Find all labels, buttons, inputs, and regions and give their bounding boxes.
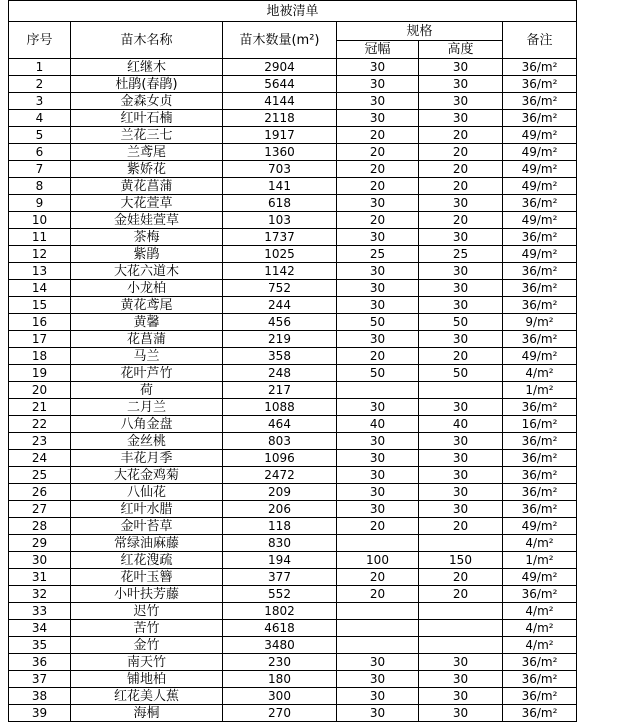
table-row [9,331,577,348]
cell-note: 49/m² [503,144,577,161]
table-row [9,127,577,144]
table-row [9,76,577,93]
cell-qty: 1142 [223,263,337,280]
cell-height: 20 [419,348,503,365]
cell-no: 20 [9,382,71,399]
cell-height: 30 [419,688,503,705]
cell-crown: 30 [337,671,419,688]
cell-name: 茶梅 [71,229,223,246]
cell-height: 20 [419,127,503,144]
cell-crown: 30 [337,59,419,76]
cell-no: 3 [9,93,71,110]
table-row [9,654,577,671]
cell-note: 36/m² [503,501,577,518]
cell-crown [337,382,419,399]
cell-qty: 1917 [223,127,337,144]
cell-no: 9 [9,195,71,212]
cell-height: 30 [419,654,503,671]
cell-note: 49/m² [503,161,577,178]
cell-height [419,382,503,399]
cell-height: 25 [419,246,503,263]
cell-qty: 2118 [223,110,337,127]
header-crown: 冠幅 [337,41,419,59]
header-qty: 苗木数量(m²) [223,22,337,59]
cell-note: 36/m² [503,671,577,688]
table-row [9,229,577,246]
cell-note: 36/m² [503,433,577,450]
cell-crown: 30 [337,433,419,450]
cell-height: 30 [419,433,503,450]
cell-note: 49/m² [503,246,577,263]
cell-height: 20 [419,212,503,229]
cell-no: 13 [9,263,71,280]
cell-qty: 300 [223,688,337,705]
cell-name: 迟竹 [71,603,223,620]
cell-no: 15 [9,297,71,314]
cell-crown: 30 [337,263,419,280]
cell-crown: 30 [337,195,419,212]
table-row [9,484,577,501]
cell-name: 黄花菖蒲 [71,178,223,195]
cell-qty: 1360 [223,144,337,161]
cell-no: 30 [9,552,71,569]
cell-height: 30 [419,59,503,76]
cell-crown: 30 [337,280,419,297]
cell-name: 苦竹 [71,620,223,637]
cell-qty: 5644 [223,76,337,93]
cell-qty: 2904 [223,59,337,76]
table-row [9,671,577,688]
cell-qty: 217 [223,382,337,399]
cell-crown: 30 [337,93,419,110]
cell-note: 36/m² [503,654,577,671]
cell-name: 花叶玉簪 [71,569,223,586]
cell-name: 南天竹 [71,654,223,671]
cell-no: 22 [9,416,71,433]
cell-name: 花叶芦竹 [71,365,223,382]
cell-no: 35 [9,637,71,654]
cell-no: 10 [9,212,71,229]
cell-qty: 248 [223,365,337,382]
table-row [9,620,577,637]
cell-no: 28 [9,518,71,535]
cell-qty: 752 [223,280,337,297]
cell-qty: 2472 [223,467,337,484]
table-row [9,59,577,76]
cell-crown: 30 [337,705,419,722]
cell-note: 49/m² [503,127,577,144]
cell-qty: 830 [223,535,337,552]
cell-note: 36/m² [503,280,577,297]
cell-height: 20 [419,586,503,603]
cell-no: 21 [9,399,71,416]
cell-name: 荷 [71,382,223,399]
table-row [9,467,577,484]
cell-note: 1/m² [503,552,577,569]
cell-note: 36/m² [503,59,577,76]
cell-height: 30 [419,110,503,127]
table-row [9,705,577,722]
cell-name: 兰花三七 [71,127,223,144]
cell-qty: 552 [223,586,337,603]
cell-qty: 3480 [223,637,337,654]
cell-name: 黄花鸢尾 [71,297,223,314]
cell-height: 30 [419,484,503,501]
table-row [9,603,577,620]
cell-no: 2 [9,76,71,93]
cell-height: 30 [419,467,503,484]
cell-qty: 4144 [223,93,337,110]
cell-no: 12 [9,246,71,263]
cell-crown: 20 [337,212,419,229]
cell-no: 24 [9,450,71,467]
cell-qty: 118 [223,518,337,535]
cell-crown: 20 [337,518,419,535]
cell-crown: 20 [337,144,419,161]
cell-name: 紫娇花 [71,161,223,178]
cell-name: 小龙柏 [71,280,223,297]
cell-qty: 618 [223,195,337,212]
table-row [9,399,577,416]
cell-qty: 1802 [223,603,337,620]
cell-crown: 30 [337,654,419,671]
cell-height: 30 [419,705,503,722]
cell-qty: 270 [223,705,337,722]
cell-height: 30 [419,297,503,314]
cell-no: 11 [9,229,71,246]
table-row [9,416,577,433]
cell-height: 30 [419,280,503,297]
header-note: 备注 [503,22,577,59]
table-row [9,178,577,195]
cell-qty: 209 [223,484,337,501]
table-row [9,535,577,552]
cell-name: 红花美人蕉 [71,688,223,705]
cell-note: 4/m² [503,603,577,620]
cell-note: 36/m² [503,331,577,348]
cell-name: 金叶苔草 [71,518,223,535]
cell-note: 36/m² [503,688,577,705]
cell-crown: 25 [337,246,419,263]
table-row [9,569,577,586]
cell-height: 30 [419,501,503,518]
cell-note: 36/m² [503,195,577,212]
cell-qty: 244 [223,297,337,314]
cell-no: 31 [9,569,71,586]
cell-height [419,637,503,654]
cell-name: 丰花月季 [71,450,223,467]
cell-name: 红继木 [71,59,223,76]
cell-crown: 30 [337,450,419,467]
cell-height: 20 [419,161,503,178]
cell-crown: 20 [337,127,419,144]
table-row [9,688,577,705]
cell-note: 49/m² [503,178,577,195]
cell-qty: 464 [223,416,337,433]
cell-note: 16/m² [503,416,577,433]
cell-name: 兰鸢尾 [71,144,223,161]
cell-note: 49/m² [503,348,577,365]
cell-height: 30 [419,195,503,212]
cell-no: 34 [9,620,71,637]
cell-note: 4/m² [503,637,577,654]
cell-note: 36/m² [503,484,577,501]
cell-no: 26 [9,484,71,501]
cell-qty: 230 [223,654,337,671]
cell-name: 金竹 [71,637,223,654]
cell-height: 20 [419,144,503,161]
cell-qty: 703 [223,161,337,178]
cell-name: 金丝桃 [71,433,223,450]
table-row [9,552,577,569]
cell-qty: 1096 [223,450,337,467]
cell-crown: 30 [337,484,419,501]
cell-name: 紫鹃 [71,246,223,263]
cell-crown: 30 [337,110,419,127]
cell-height: 30 [419,450,503,467]
table-row [9,280,577,297]
cell-no: 29 [9,535,71,552]
cell-qty: 180 [223,671,337,688]
cell-crown: 20 [337,348,419,365]
cell-height [419,620,503,637]
cell-height: 40 [419,416,503,433]
cell-name: 金森女贞 [71,93,223,110]
cell-note: 36/m² [503,399,577,416]
cell-no: 38 [9,688,71,705]
cell-qty: 4618 [223,620,337,637]
cell-qty: 206 [223,501,337,518]
cell-note: 4/m² [503,365,577,382]
cell-crown: 20 [337,586,419,603]
cell-no: 8 [9,178,71,195]
cell-name: 铺地柏 [71,671,223,688]
cell-note: 4/m² [503,620,577,637]
cell-crown: 30 [337,688,419,705]
table-row [9,501,577,518]
table-row [9,263,577,280]
cell-note: 36/m² [503,93,577,110]
cell-height: 30 [419,93,503,110]
cell-height: 30 [419,671,503,688]
header-height: 高度 [419,41,503,59]
cell-height: 30 [419,331,503,348]
cell-qty: 141 [223,178,337,195]
cell-height: 20 [419,569,503,586]
cell-name: 大花萱草 [71,195,223,212]
cell-crown: 30 [337,467,419,484]
cell-qty: 377 [223,569,337,586]
cell-crown: 20 [337,161,419,178]
cell-name: 黄馨 [71,314,223,331]
cell-no: 25 [9,467,71,484]
table-row [9,586,577,603]
table-row [9,144,577,161]
cell-note: 36/m² [503,467,577,484]
cell-note: 1/m² [503,382,577,399]
table-row [9,110,577,127]
cell-crown: 100 [337,552,419,569]
header-spec: 规格 [337,22,503,41]
cell-no: 39 [9,705,71,722]
cell-no: 7 [9,161,71,178]
cell-note: 36/m² [503,263,577,280]
cell-note: 49/m² [503,518,577,535]
table-row [9,246,577,263]
cell-no: 33 [9,603,71,620]
table-row [9,297,577,314]
cell-qty: 456 [223,314,337,331]
cell-note: 36/m² [503,297,577,314]
cell-note: 36/m² [503,76,577,93]
cell-no: 4 [9,110,71,127]
cell-name: 金娃娃萱草 [71,212,223,229]
cell-crown [337,603,419,620]
cell-name: 小叶扶芳藤 [71,586,223,603]
cell-no: 17 [9,331,71,348]
cell-no: 36 [9,654,71,671]
cell-crown: 30 [337,297,419,314]
cell-crown: 50 [337,314,419,331]
cell-note: 49/m² [503,212,577,229]
cell-note: 49/m² [503,569,577,586]
table-row [9,314,577,331]
cell-no: 23 [9,433,71,450]
cell-crown: 30 [337,76,419,93]
table-row [9,195,577,212]
cell-no: 18 [9,348,71,365]
cell-no: 27 [9,501,71,518]
cell-qty: 358 [223,348,337,365]
cell-crown: 40 [337,416,419,433]
cell-no: 1 [9,59,71,76]
cell-name: 海桐 [71,705,223,722]
cell-height: 30 [419,229,503,246]
cell-height [419,603,503,620]
cell-crown: 20 [337,178,419,195]
cell-no: 14 [9,280,71,297]
cell-name: 红叶水腊 [71,501,223,518]
cell-name: 二月兰 [71,399,223,416]
cell-name: 八仙花 [71,484,223,501]
cell-crown: 30 [337,331,419,348]
cell-qty: 194 [223,552,337,569]
table-row [9,637,577,654]
cell-no: 19 [9,365,71,382]
cell-qty: 1025 [223,246,337,263]
cell-no: 5 [9,127,71,144]
cell-note: 36/m² [503,450,577,467]
table-row [9,161,577,178]
cell-qty: 1737 [223,229,337,246]
table-row [9,348,577,365]
table-title: 地被清单 [9,1,577,22]
cell-height: 20 [419,178,503,195]
ground-cover-table [8,0,577,722]
cell-no: 37 [9,671,71,688]
table-row [9,433,577,450]
table-row [9,212,577,229]
cell-name: 常绿油麻藤 [71,535,223,552]
cell-name: 红叶石楠 [71,110,223,127]
cell-qty: 103 [223,212,337,229]
table-row [9,93,577,110]
cell-no: 6 [9,144,71,161]
cell-qty: 803 [223,433,337,450]
cell-height: 50 [419,314,503,331]
cell-height: 30 [419,399,503,416]
cell-crown: 50 [337,365,419,382]
cell-note: 4/m² [503,535,577,552]
cell-height: 30 [419,76,503,93]
cell-crown: 30 [337,501,419,518]
cell-qty: 219 [223,331,337,348]
table-row [9,365,577,382]
table-row [9,382,577,399]
cell-crown [337,535,419,552]
header-name: 苗木名称 [71,22,223,59]
table-row [9,450,577,467]
cell-name: 马兰 [71,348,223,365]
cell-crown: 30 [337,399,419,416]
cell-name: 红花溲疏 [71,552,223,569]
cell-name: 杜鹃(春鹃) [71,76,223,93]
cell-height: 50 [419,365,503,382]
cell-crown: 20 [337,569,419,586]
cell-note: 9/m² [503,314,577,331]
cell-name: 大花金鸡菊 [71,467,223,484]
cell-qty: 1088 [223,399,337,416]
cell-name: 大花六道木 [71,263,223,280]
cell-height [419,535,503,552]
header-no: 序号 [9,22,71,59]
cell-name: 八角金盘 [71,416,223,433]
table-body [9,59,577,722]
table-row [9,518,577,535]
cell-height: 20 [419,518,503,535]
cell-crown: 30 [337,229,419,246]
cell-no: 16 [9,314,71,331]
cell-note: 36/m² [503,229,577,246]
cell-no: 32 [9,586,71,603]
cell-note: 36/m² [503,110,577,127]
cell-crown [337,637,419,654]
cell-note: 36/m² [503,586,577,603]
cell-name: 花菖蒲 [71,331,223,348]
cell-height: 30 [419,263,503,280]
cell-crown [337,620,419,637]
cell-note: 36/m² [503,705,577,722]
cell-height: 150 [419,552,503,569]
